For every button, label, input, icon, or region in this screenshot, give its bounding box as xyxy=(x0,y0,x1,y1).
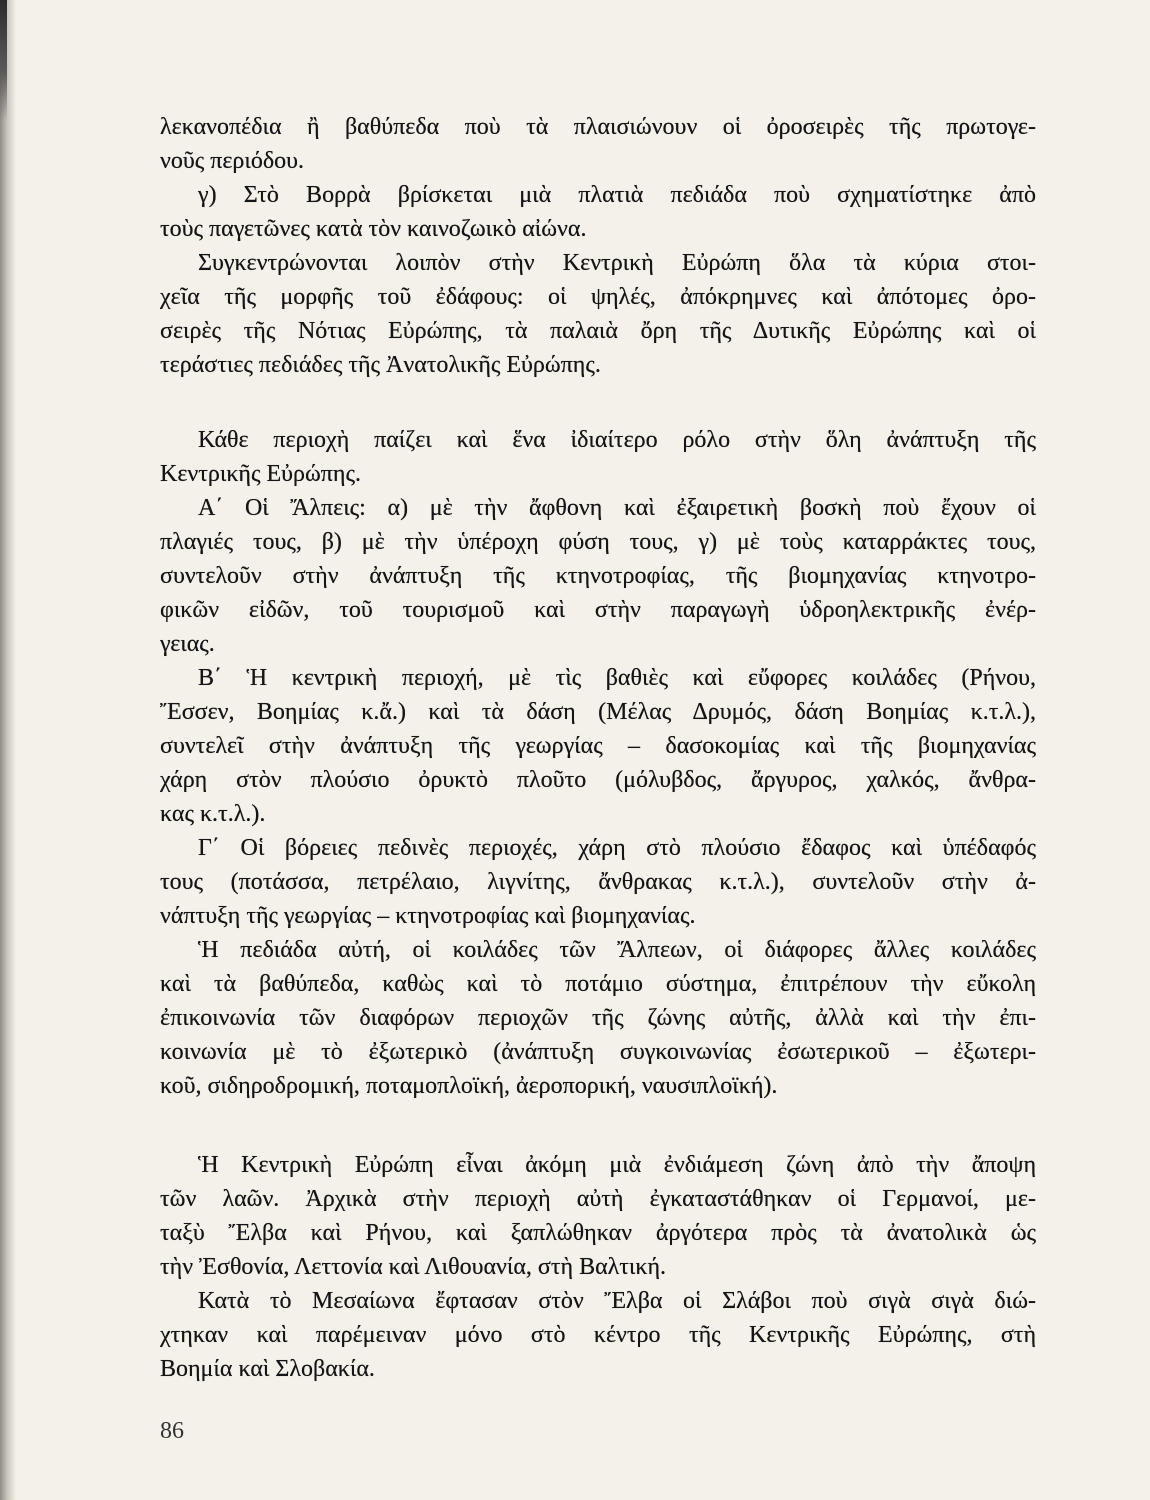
paragraph xyxy=(160,661,1036,831)
text-line: φικῶν εἰδῶν, τοῦ τουρισμοῦ καὶ στὴν παραγωγὴ ὑδροηλεκτρικῆς ἐνέρ- xyxy=(160,597,1036,623)
paragraph xyxy=(160,110,1036,178)
paragraph xyxy=(160,1148,1036,1284)
text-line: Ἔσσεν, Βοημίας κ.ἄ.) καὶ τὰ δάση (Μέλας Δρυμός, δάση Βοημίας κ.τ.λ.), xyxy=(160,699,1036,725)
text-section xyxy=(160,423,1036,1103)
text-line: νοῦς περιόδου. xyxy=(160,148,305,174)
text-line: συντελοῦν στὴν ἀνάπτυξη τῆς κτηνοτροφίας, τῆς βιομηχανίας κτηνοτρο- xyxy=(160,563,1036,589)
text-line: τεράστιες πεδιάδες τῆς Ἀνατολικῆς Εὐρώπης. xyxy=(160,352,601,378)
text-line: Α΄ Οἱ Ἄλπεις: α) μὲ τὴν ἄφθονη καὶ ἐξαιρετικὴ βοσκὴ ποὺ ἔχουν οἱ xyxy=(198,495,1036,521)
text-line: κοινωνία μὲ τὸ ἐξωτερικὸ (ἀνάπτυξη συγκοινωνίας ἐσωτερικοῦ – ἐξωτερι- xyxy=(160,1039,1036,1065)
text-line: Συγκεντρώνονται λοιπὸν στὴν Κεντρικὴ Εὐρώπη ὅλα τὰ κύρια στοι- xyxy=(198,250,1036,276)
text-line: ταξὺ Ἔλβα καὶ Ρήνου, καὶ ξαπλώθηκαν ἀργότερα πρὸς τὰ ἀνατολικὰ ὡς xyxy=(160,1220,1036,1246)
paragraph xyxy=(160,1284,1036,1386)
text-line: γειας. xyxy=(160,631,215,657)
paragraph xyxy=(160,423,1036,491)
binding-mark xyxy=(0,0,7,120)
paragraph xyxy=(160,831,1036,933)
text-line: τὴν Ἐσθονία, Λεττονία καὶ Λιθουανία, στὴ Βαλτική. xyxy=(160,1254,667,1280)
text-line: λεκανοπέδια ἢ βαθύπεδα ποὺ τὰ πλαισιώνουν οἱ ὀροσειρὲς τῆς πρωτογε- xyxy=(160,114,1036,140)
text-line: πλαγιές τους, β) μὲ τὴν ὑπέροχη φύση τους, γ) μὲ τοὺς καταρράκτες τους, xyxy=(160,529,1036,555)
text-section xyxy=(160,1148,1036,1386)
text-line: Ἡ Κεντρικὴ Εὐρώπη εἶναι ἀκόμη μιὰ ἐνδιάμεση ζώνη ἀπὸ τὴν ἄποψη xyxy=(198,1152,1036,1178)
text-line: Κάθε περιοχὴ παίζει καὶ ἕνα ἰδιαίτερο ρόλο στὴν ὅλη ἀνάπτυξη τῆς xyxy=(198,427,1036,453)
paragraph xyxy=(160,491,1036,661)
text-line: ἐπικοινωνία τῶν διαφόρων περιοχῶν τῆς ζώνης αὐτῆς, ἀλλὰ καὶ τὴν ἐπι- xyxy=(160,1005,1036,1031)
text-line: συντελεῖ στὴν ἀνάπτυξη τῆς γεωργίας – δασοκομίας καὶ τῆς βιομηχανίας xyxy=(160,733,1036,759)
text-line: Ἡ πεδιάδα αὐτή, οἱ κοιλάδες τῶν Ἄλπεων, οἱ διάφορες ἄλλες κοιλάδες xyxy=(198,937,1036,963)
text-line: τῶν λαῶν. Ἀρχικὰ στὴν περιοχὴ αὐτὴ ἐγκαταστάθηκαν οἱ Γερμανοί, με- xyxy=(160,1186,1036,1212)
paragraph xyxy=(160,246,1036,382)
text-block xyxy=(160,110,1036,1386)
text-line: τους (ποτάσσα, πετρέλαιο, λιγνίτης, ἄνθρακας κ.τ.λ.), συντελοῦν στὴν ἀ- xyxy=(160,869,1036,895)
text-line: σειρὲς τῆς Νότιας Εὐρώπης, τὰ παλαιὰ ὄρη τῆς Δυτικῆς Εὐρώπης καὶ οἱ xyxy=(160,318,1036,344)
text-line: Γ΄ Οἱ βόρειες πεδινὲς περιοχές, χάρη στὸ πλούσιο ἔδαφος καὶ ὑπέδαφός xyxy=(198,835,1036,861)
text-line: τοὺς παγετῶνες κατὰ τὸν καινοζωικὸ αἰώνα. xyxy=(160,216,587,242)
text-line: νάπτυξη τῆς γεωργίας – κτηνοτροφίας καὶ βιομηχανίας. xyxy=(160,903,696,929)
text-line: κοῦ, σιδηροδρομική, ποταμοπλοϊκή, ἀεροπορική, ναυσιπλοϊκή). xyxy=(160,1073,778,1099)
text-line: Βοημία καὶ Σλοβακία. xyxy=(160,1356,375,1382)
text-line: Κατὰ τὸ Μεσαίωνα ἔφτασαν στὸν Ἔλβα οἱ Σλάβοι ποὺ σιγὰ σιγὰ διώ- xyxy=(198,1288,1036,1314)
page-number: 86 xyxy=(160,1418,184,1444)
text-line: κας κ.τ.λ.). xyxy=(160,801,266,827)
text-line: χάρη στὸν πλούσιο ὀρυκτὸ πλοῦτο (μόλυβδος, ἄργυρος, χαλκός, ἄνθρα- xyxy=(160,767,1036,793)
text-line: γ) Στὸ Βορρὰ βρίσκεται μιὰ πλατιὰ πεδιάδα ποὺ σχηματίστηκε ἀπὸ xyxy=(198,182,1036,208)
text-line: Β΄ Ἡ κεντρικὴ περιοχή, μὲ τὶς βαθιὲς καὶ εὔφορες κοιλάδες (Ρήνου, xyxy=(198,665,1036,691)
text-line: καὶ τὰ βαθύπεδα, καθὼς καὶ τὸ ποτάμιο σύστημα, ἐπιτρέπουν τὴν εὔκολη xyxy=(160,971,1036,997)
text-line: Κεντρικῆς Εὐρώπης. xyxy=(160,461,361,487)
text-line: χτηκαν καὶ παρέμειναν μόνο στὸ κέντρο τῆς Κεντρικῆς Εὐρώπης, στὴ xyxy=(160,1322,1036,1348)
paragraph xyxy=(160,178,1036,246)
text-line: χεῖα τῆς μορφῆς τοῦ ἐδάφους: οἱ ψηλές, ἀπόκρημνες καὶ ἀπότομες ὀρο- xyxy=(160,284,1036,310)
paragraph xyxy=(160,933,1036,1103)
text-section xyxy=(160,110,1036,382)
page-edge-shadow xyxy=(0,0,16,1500)
